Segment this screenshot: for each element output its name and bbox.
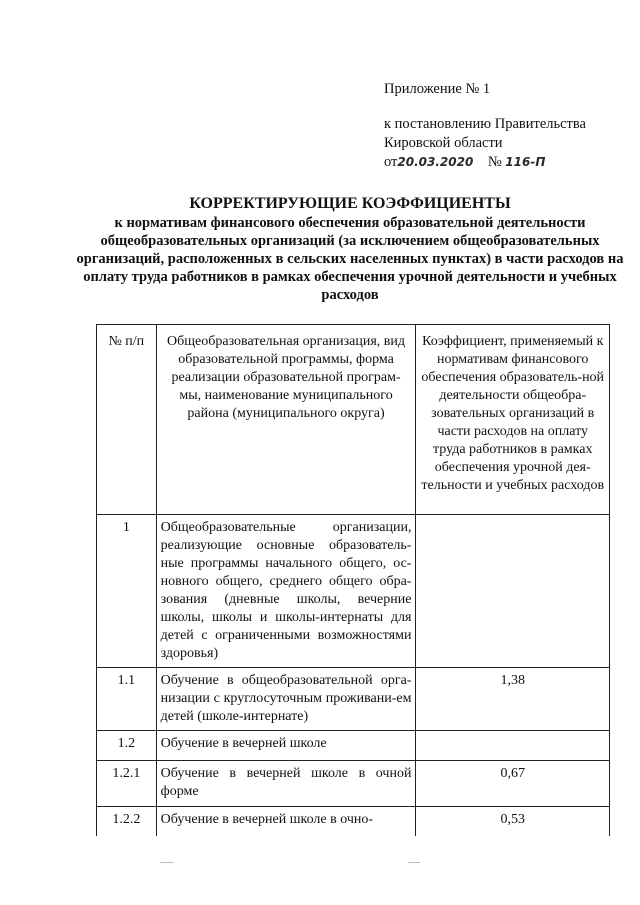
appendix-region-line: Кировской области	[384, 135, 503, 151]
appendix-number: Приложение № 1	[384, 81, 491, 97]
row-organization: Общеобразовательные организации, реализующие основные образователь-ные программы начального общего, ос-новного общего, среднего общего обра-зования (дневные школы, вечерние школы, школы и школы-интернаты для детей с ограниченными возможностями здоровья)	[156, 515, 416, 668]
row-num: 1.1	[97, 668, 157, 731]
title-subtitle: к нормативам финансового обеспечения образовательной деятельности общеобразовательных организаций (за исключением общеобразовательных организаций, расположенных в сельских населенных пунктах) в части расходов на оплату труда работников в рамках обеспечения урочной деятельности и учебных расходов	[76, 215, 624, 303]
table-row	[97, 761, 610, 807]
number-prefix: №	[487, 154, 502, 170]
appendix-resolution-line: к постановлению Правительства	[384, 116, 586, 132]
row-coefficient	[416, 515, 610, 668]
row-coefficient: 0,67	[416, 761, 610, 807]
table-row	[97, 731, 610, 761]
table-header-row	[97, 325, 610, 515]
row-num: 1	[97, 515, 157, 668]
table-row	[97, 668, 610, 731]
row-organization: Обучение в общеобразовательной орга-низации с круглосуточным проживани-ем детей (школе-интернате)	[156, 668, 416, 731]
row-coefficient	[416, 731, 610, 761]
row-coefficient: 1,38	[416, 668, 610, 731]
header-organization: Общеобразовательная организация, вид образовательной программы, форма реализации образовательной програм-мы, наименование муниципального района (муниципального округа)	[156, 325, 416, 515]
handwritten-number: 116-П	[505, 155, 546, 169]
page-bottom-margin	[0, 836, 640, 905]
row-coefficient: 0,53	[416, 807, 610, 837]
handwritten-date: 20.03.2020	[397, 155, 474, 169]
title-main: КОРРЕКТИРУЮЩИЕ КОЭФФИЦИЕНТЫ	[189, 195, 511, 212]
coefficients-table	[96, 324, 610, 837]
date-prefix: от	[384, 154, 398, 170]
row-num: 1.2.1	[97, 761, 157, 807]
appendix-date-line	[384, 153, 624, 172]
scan-speck	[408, 862, 420, 863]
table-row	[97, 515, 610, 668]
row-num: 1.2	[97, 731, 157, 761]
header-coefficient: Коэффициент, применяемый к нормативам финансового обеспечения образователь-ной деятельности общеобра-зовательных организаций в части расходов на оплату труда работников в рамках обеспечения урочной дея-тельности и учебных расходов	[416, 325, 610, 515]
row-organization: Обучение в вечерней школе	[156, 731, 416, 761]
appendix-block	[384, 80, 624, 172]
document-title	[60, 194, 640, 304]
scan-speck	[160, 862, 174, 863]
table-row	[97, 807, 610, 837]
row-organization: Обучение в вечерней школе в очно-	[156, 807, 416, 837]
row-organization: Обучение в вечерней школе в очной форме	[156, 761, 416, 807]
header-num: № п/п	[97, 325, 157, 515]
row-num: 1.2.2	[97, 807, 157, 837]
